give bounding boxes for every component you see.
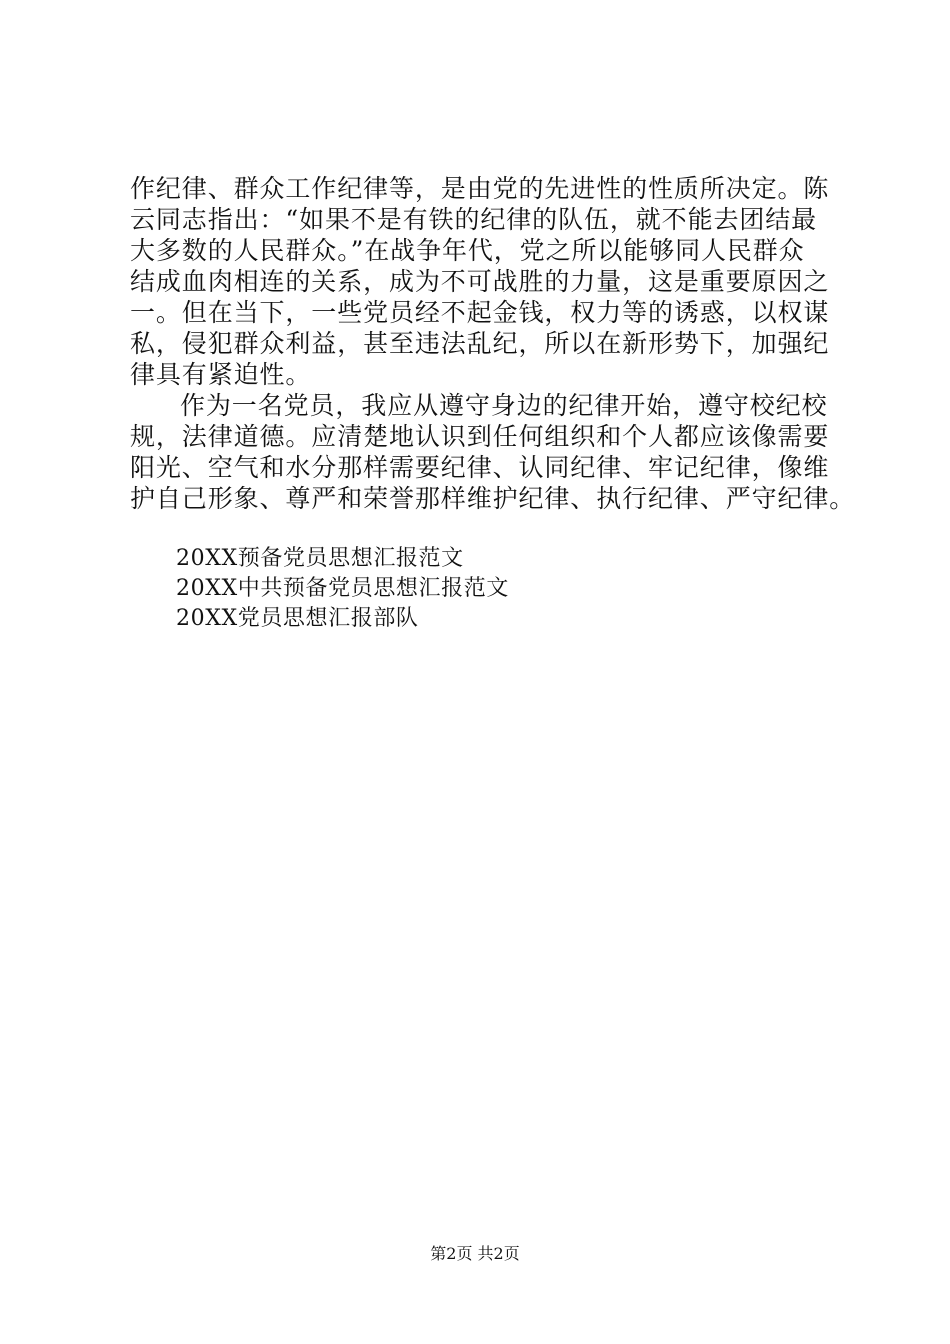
text-line: 律具有紧迫性。 bbox=[130, 360, 312, 389]
page-footer: 第2页 共2页 bbox=[430, 1244, 520, 1263]
text-line: 作纪律、群众工作纪律等，是由党的先进性的性质所决定。陈 bbox=[130, 174, 830, 203]
text-line: 私，侵犯群众利益，甚至违法乱纪，所以在新形势下，加强纪 bbox=[130, 329, 830, 358]
related-link-3[interactable]: 20XX党员思想汇报部队 bbox=[176, 606, 419, 631]
related-links bbox=[176, 544, 509, 634]
text-line: 阳光、空气和水分那样需要纪律、认同纪律、牢记纪律，像维 bbox=[130, 453, 830, 482]
paragraph-2 bbox=[130, 390, 856, 514]
text-line: 规，法律道德。应清楚地认识到任何组织和个人都应该像需要 bbox=[130, 422, 830, 451]
text-line: 作为一名党员，我应从遵守身边的纪律开始，遵守校纪校 bbox=[180, 391, 828, 420]
related-link-2[interactable]: 20XX中共预备党员思想汇报范文 bbox=[176, 576, 509, 601]
related-link-1[interactable]: 20XX预备党员思想汇报范文 bbox=[176, 546, 464, 571]
text-line: 大多数的人民群众。”在战争年代，党之所以能够同人民群众 bbox=[130, 236, 805, 265]
paragraph-1 bbox=[130, 173, 850, 390]
text-line: 一。但在当下，一些党员经不起金钱，权力等的诱惑，以权谋 bbox=[130, 298, 830, 327]
document-body bbox=[130, 173, 856, 514]
text-line: 云同志指出：“如果不是有铁的纪律的队伍，就不能去团结最 bbox=[130, 205, 818, 234]
text-line: 结成血肉相连的关系，成为不可战胜的力量，这是重要原因之 bbox=[130, 267, 830, 296]
text-line: 护自己形象、尊严和荣誉那样维护纪律、执行纪律、严守纪律。 bbox=[130, 484, 856, 513]
